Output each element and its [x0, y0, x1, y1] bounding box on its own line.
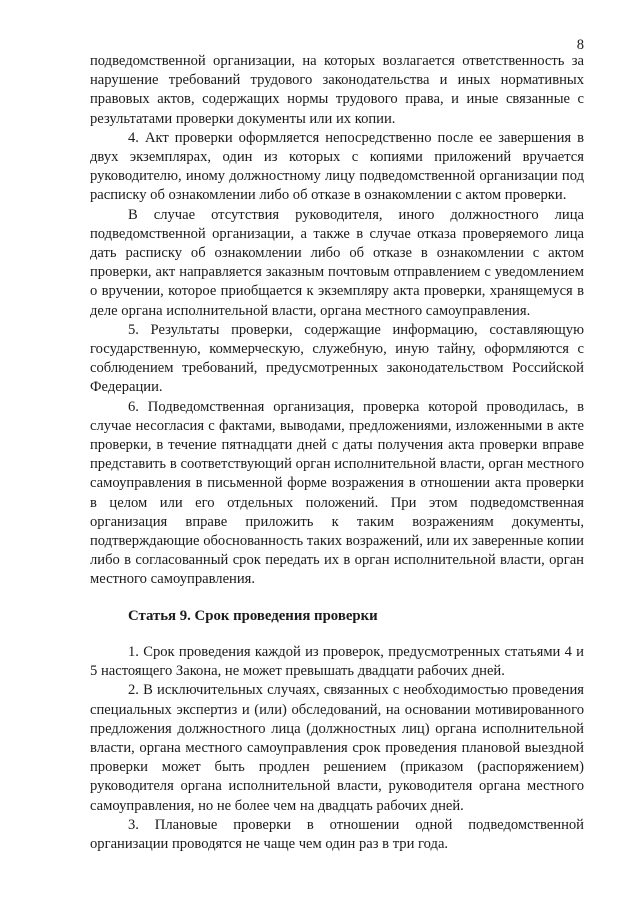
- article-heading: Статья 9. Срок проведения проверки: [128, 607, 378, 624]
- paragraph-continuation: подведомственной организации, на которых возлагается ответственность за нарушение требований трудового законодательства и иных нормативных правовых актов, содержащих нормы трудового права, и иные связанные с результатами проверки документы или их копии.: [90, 53, 584, 127]
- paragraph-results-5: 5. Результаты проверки, содержащие информацию, составляющую государственную, коммерческую, служебную, иную тайну, оформляются с соблюдением требований, предусмотренных законодательством Российской Федерации.: [90, 321, 584, 396]
- paragraph-term-1: 1. Срок проведения каждой из проверок, предусмотренных статьями 4 и 5 настоящего Закона, не может превышать двадцати рабочих дней.: [90, 643, 584, 680]
- paragraph-objections-6: 6. Подведомственная организация, проверка которой проводилась, в случае несогласия с фактами, выводами, предложениями, изложенными в акте проверки, в течение пятнадцати дней с даты получения акта проверки вправе представить в соответствующий орган исполнительной власти, орган местного самоуправления в письменной форме возражения в отношении акта проверки в целом или его отдельных положений. При этом подведомственная организация вправе приложить к таким возражениям документы, подтверждающие обоснованность таких возражений, или их заверенные копии либо в согласованный срок передать их в орган исполнительной власти, орган местного самоуправления.: [90, 398, 584, 588]
- paragraph-term-2: 2. В исключительных случаях, связанных с необходимостью проведения специальных экспертиз и (или) обследований, на основании мотивированного предложения должностного лица (должностных лиц) органа исполнительной власти, органа местного самоуправления срок проведения плановой выездной проверки может быть продлен решением (приказом (распоряжением) руководителя органа исполнительной власти, руководителя органа местного самоуправления, но не более чем на двадцать рабочих дней.: [90, 682, 584, 814]
- paragraph-term-3: 3. Плановые проверки в отношении одной подведомственной организации проводятся не чаще чем один раз в три года.: [90, 816, 584, 852]
- paragraph-act-4: 4. Акт проверки оформляется непосредственно после ее завершения в двух экземплярах, один из которых с копиями приложений вручается руководителю, иному должностному лицу подведомственной организации под расписку об ознакомлении либо об отказе в ознакомлении с актом проверки.: [90, 129, 584, 204]
- paragraph-absence-case: В случае отсутствия руководителя, иного должностного лица подведомственной организации, а также в случае отказа проверяемого лица дать расписку об ознакомлении либо об отказе в ознакомлении с актом проверки, акт направляется заказным почтовым отправлением с уведомлением о вручении, которое приобщается к экземпляру акта проверки, хранящемуся в деле органа исполнительной власти, органа местного самоуправления.: [90, 206, 584, 319]
- document-body: [90, 52, 584, 854]
- page-number: 8: [576, 37, 584, 53]
